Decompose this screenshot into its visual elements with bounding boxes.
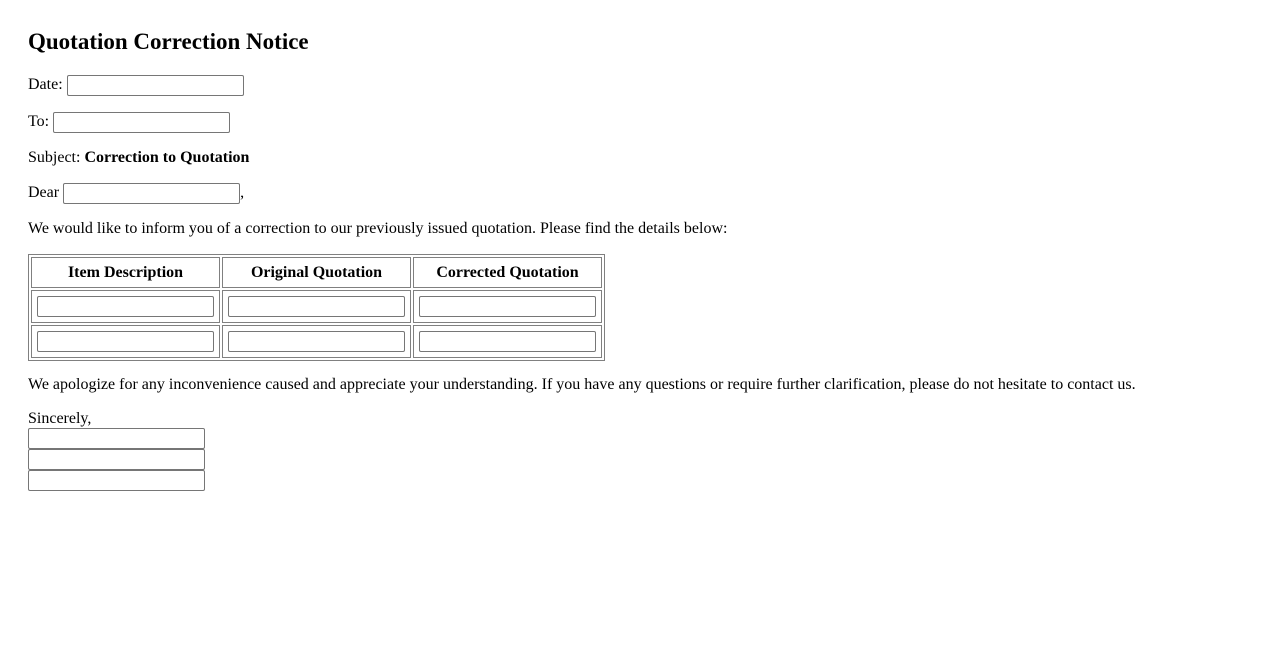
- subject-value: Correction to Quotation: [84, 149, 250, 166]
- intro-paragraph: We would like to inform you of a correction to our previously issued quotation. Please find the details below:: [28, 220, 728, 237]
- table-row: [31, 290, 602, 323]
- table-header-row: [31, 257, 602, 288]
- signature-title-input[interactable]: [28, 449, 205, 470]
- salutation-comma: ,: [240, 184, 245, 202]
- item-description-input[interactable]: [37, 296, 214, 317]
- to-line: [28, 112, 230, 133]
- subject-label: Subject:: [28, 149, 81, 166]
- table-row: [31, 325, 602, 358]
- corrected-quotation-input[interactable]: [419, 296, 596, 317]
- page-title: Quotation Correction Notice: [28, 29, 309, 54]
- date-label: Date:: [28, 76, 63, 94]
- dear-label: Dear: [28, 184, 60, 202]
- signature-block: [28, 428, 205, 491]
- header-corrected-quotation: Corrected Quotation: [413, 257, 602, 288]
- signature-name-input[interactable]: [28, 428, 205, 449]
- item-description-input[interactable]: [37, 331, 214, 352]
- original-quotation-input[interactable]: [228, 296, 405, 317]
- date-line: [28, 75, 244, 96]
- to-label: To:: [28, 113, 50, 131]
- table-cell: [413, 290, 602, 323]
- header-original-quotation: Original Quotation: [222, 257, 411, 288]
- closing-text: Sincerely,: [28, 410, 92, 427]
- signature-company-input[interactable]: [28, 470, 205, 491]
- to-input[interactable]: [53, 112, 230, 133]
- table-cell: [31, 290, 220, 323]
- recipient-name-input[interactable]: [63, 183, 240, 204]
- apology-paragraph: We apologize for any inconvenience caused and appreciate your understanding. If you have any questions or require further clarification, please do not hesitate to contact us.: [28, 376, 1136, 393]
- corrected-quotation-input[interactable]: [419, 331, 596, 352]
- table-cell: [31, 325, 220, 358]
- table-cell: [222, 290, 411, 323]
- original-quotation-input[interactable]: [228, 331, 405, 352]
- date-input[interactable]: [67, 75, 244, 96]
- quotation-table: [28, 254, 605, 361]
- subject-line: [28, 148, 249, 168]
- table-cell: [222, 325, 411, 358]
- header-item-description: Item Description: [31, 257, 220, 288]
- table-cell: [413, 325, 602, 358]
- salutation-line: [28, 183, 244, 204]
